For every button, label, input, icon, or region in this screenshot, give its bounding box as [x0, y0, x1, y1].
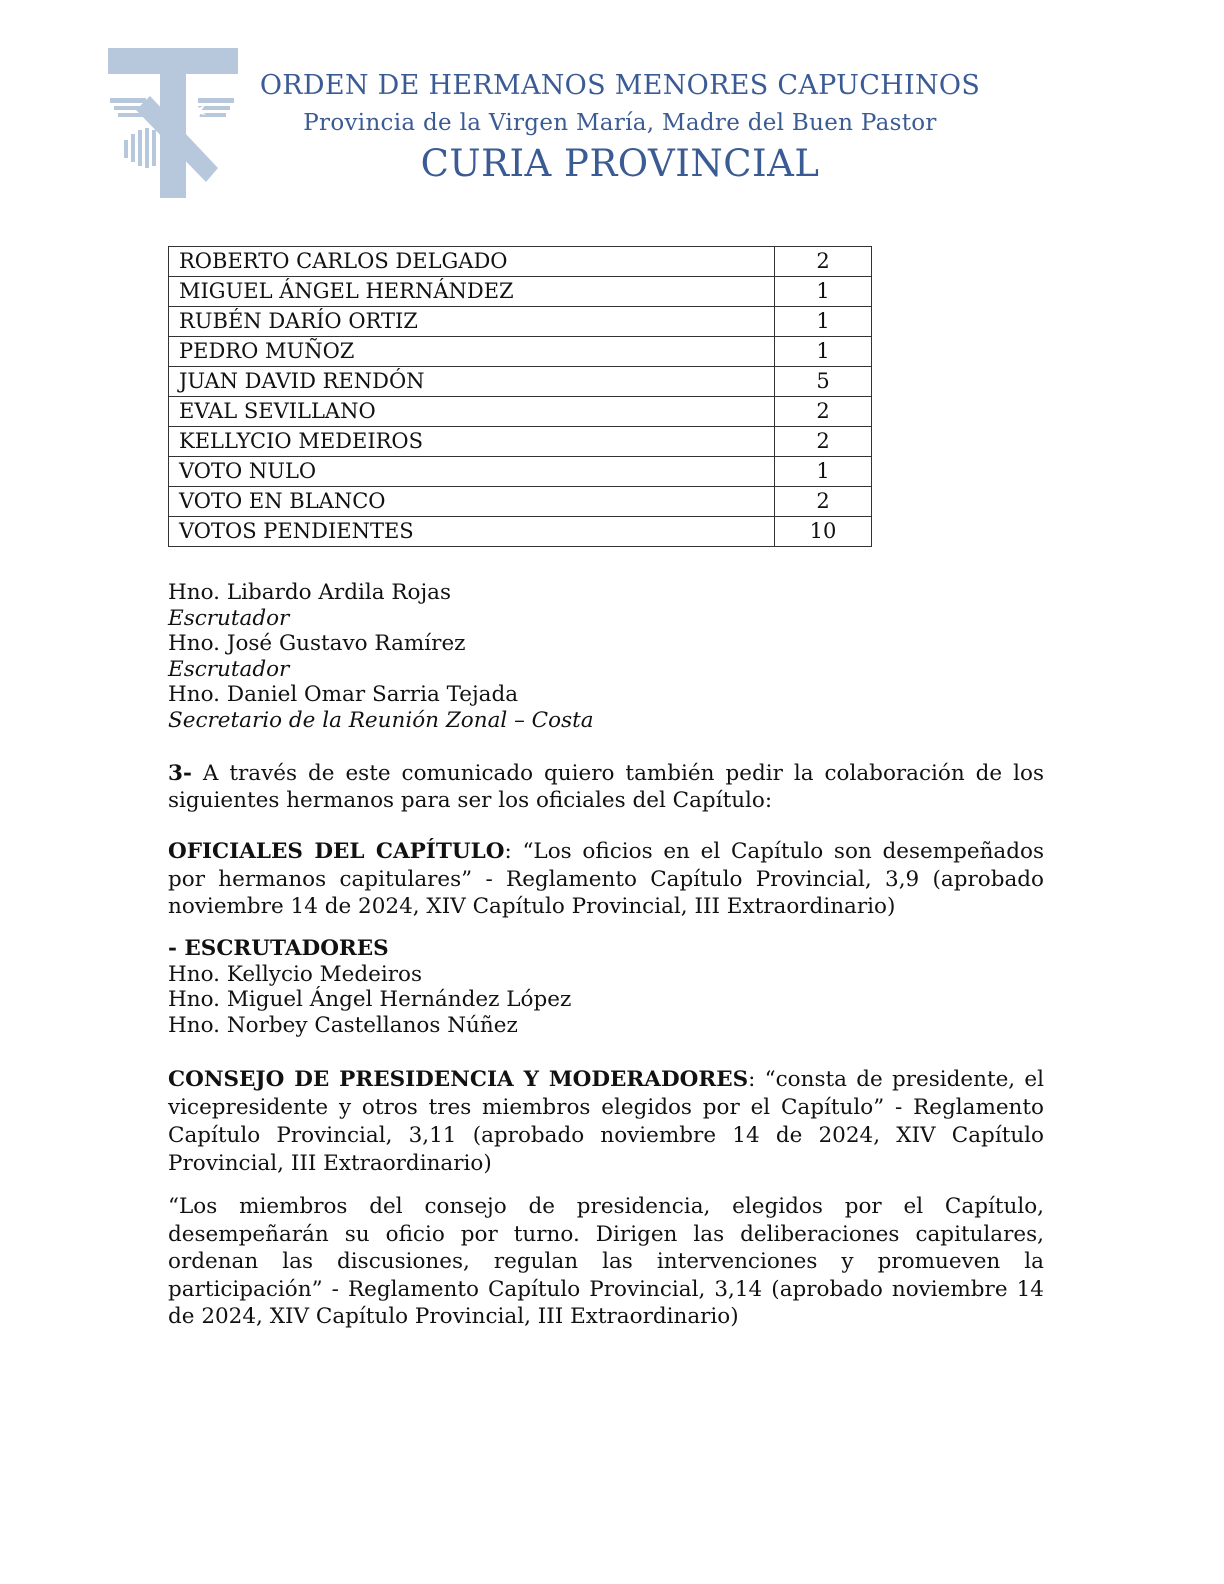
consejo-label: CONSEJO DE PRESIDENCIA Y MODERADORES	[168, 1067, 749, 1092]
escrutadores-block	[168, 936, 1044, 1038]
candidate-name: VOTO EN BLANCO	[169, 487, 775, 517]
candidate-name: ROBERTO CARLOS DELGADO	[169, 247, 775, 277]
point-number: 3-	[168, 761, 192, 786]
vote-count: 2	[775, 427, 872, 457]
vote-count: 1	[775, 277, 872, 307]
candidate-name: PEDRO MUÑOZ	[169, 337, 775, 367]
cita-paragraph: “Los miembros del consejo de presidencia, elegidos por el Capítulo, desempeñarán su oficio por turno. Dirigen las deliberaciones capitulares, ordenan las discusiones, regulan las intervenciones y promueven la participación” - Reglamento Capítulo Provincial, 3,14 (aprobado noviembre 14 de 2024, XIV Capítulo Provincial, III Extraordinario)	[168, 1194, 1044, 1329]
oficiales-paragraph	[168, 838, 1044, 921]
signer-role: Escrutador	[168, 605, 290, 631]
candidate-name: VOTOS PENDIENTES	[169, 517, 775, 547]
votes-table	[168, 246, 872, 547]
franciscan-tau-cross-logo	[106, 46, 240, 200]
table-row	[169, 487, 872, 517]
curia-title: CURIA PROVINCIAL	[420, 142, 820, 185]
signer-name: Hno. Libardo Ardila Rojas	[168, 580, 452, 605]
point-3-paragraph	[168, 760, 1044, 814]
vote-count: 1	[775, 337, 872, 367]
candidate-name: RUBÉN DARÍO ORTIZ	[169, 307, 775, 337]
candidate-name: KELLYCIO MEDEIROS	[169, 427, 775, 457]
table-row	[169, 397, 872, 427]
point-3-text: A través de este comunicado quiero también pedir la colaboración de los siguientes hermanos para ser los oficiales del Capítulo:	[168, 761, 1044, 813]
table-row	[169, 517, 872, 547]
escrutador-name: Hno. Kellycio Medeiros	[168, 961, 422, 987]
province-name: Provincia de la Virgen María, Madre del Buen Pastor	[303, 110, 937, 136]
signer-role: Secretario de la Reunión Zonal – Costa	[168, 707, 594, 733]
vote-count: 2	[775, 397, 872, 427]
candidate-name: EVAL SEVILLANO	[169, 397, 775, 427]
signer-name: Hno. Daniel Omar Sarria Tejada	[168, 682, 519, 707]
candidate-name: MIGUEL ÁNGEL HERNÁNDEZ	[169, 277, 775, 307]
escrutador-name: Hno. Norbey Castellanos Núñez	[168, 1012, 518, 1038]
vote-count: 1	[775, 457, 872, 487]
escrutador-name: Hno. Miguel Ángel Hernández López	[168, 987, 572, 1012]
vote-count: 5	[775, 367, 872, 397]
vote-count: 1	[775, 307, 872, 337]
vote-count: 10	[775, 517, 872, 547]
consejo-text: : “consta de presidente, el vicepresidente y otros tres miembros elegidos por el Capítulo” - Reglamento Capítulo Provincial, 3,11 (aprobado noviembre 14 de 2024, XIV Capítulo Provincial, III Extraordinario)	[168, 1067, 1044, 1176]
vote-count: 2	[775, 487, 872, 517]
table-row	[169, 457, 872, 487]
oficiales-label: OFICIALES DEL CAPÍTULO	[168, 839, 505, 864]
signer-role: Escrutador	[168, 656, 290, 682]
table-row	[169, 307, 872, 337]
signer-name: Hno. José Gustavo Ramírez	[168, 631, 466, 656]
table-row	[169, 427, 872, 457]
table-row	[169, 277, 872, 307]
consejo-paragraph	[168, 1066, 1044, 1178]
vote-count: 2	[775, 247, 872, 277]
table-row	[169, 247, 872, 277]
oficiales-text: : “Los oficios en el Capítulo son desempeñados por hermanos capitulares” - Reglamento Capítulo Provincial, 3,9 (aprobado noviembre 14 de 2024, XIV Capítulo Provincial, III Extraordinario)	[168, 839, 1044, 919]
escrutadores-label: - ESCRUTADORES	[168, 936, 389, 961]
table-row	[169, 337, 872, 367]
candidate-name: VOTO NULO	[169, 457, 775, 487]
signers-block	[168, 580, 1044, 733]
order-name: ORDEN DE HERMANOS MENORES CAPUCHINOS	[259, 70, 981, 101]
candidate-name: JUAN DAVID RENDÓN	[169, 367, 775, 397]
table-row	[169, 367, 872, 397]
